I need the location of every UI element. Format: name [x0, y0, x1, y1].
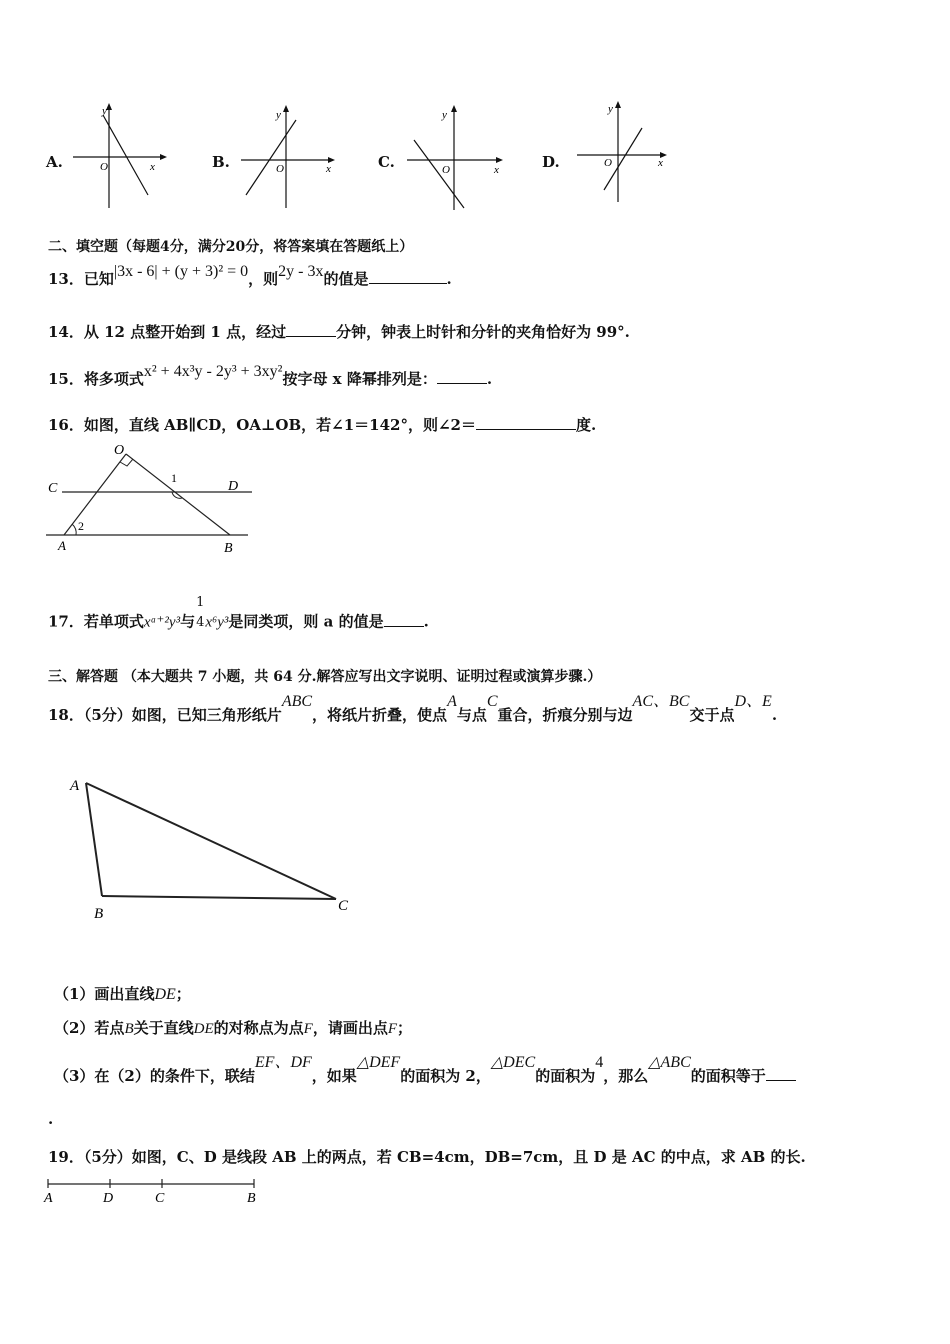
q13-prefix: 13．已知 [48, 270, 114, 288]
q18-2-prefix: （2）若点 [54, 1019, 125, 1037]
point-a-label: A [44, 1191, 53, 1206]
y-axis-label: y [276, 109, 281, 121]
q18-text-6: . [771, 706, 778, 724]
figure-16 [40, 440, 260, 560]
option-a-graph [68, 100, 168, 210]
q18-2-f2: F [387, 1021, 397, 1037]
q18-3-dec: △DEC [490, 1054, 536, 1071]
q18-2-de: DE [193, 1021, 214, 1037]
q17-suffix: 是同类项，则 a 的值是 [228, 612, 384, 631]
question-19: 19．（5分）如图，C、D 是线段 AB 上的两点，若 CB=4cm，DB=7cm，且 D 是 AC 的中点，求 AB 的长. [48, 1148, 806, 1166]
x-axis-label: x [494, 164, 499, 176]
q15-expression: x² + 4x³y - 2y³ + 3xy² [143, 363, 283, 380]
option-a-label: A. [46, 153, 63, 171]
q18-1-prefix: （1）画出直线 [54, 985, 155, 1003]
q18-3-four: 4 [595, 1054, 604, 1071]
y-axis-label: y [608, 103, 613, 115]
q13-expression-2: 2y - 3x [278, 263, 324, 280]
q13-end: . [446, 270, 452, 288]
option-d-graph [572, 98, 672, 206]
q18-2-b: B [124, 1021, 134, 1037]
point-d-label: D [103, 1191, 114, 1206]
q18-point-a: A [447, 693, 457, 710]
section-2-title: 二、填空题（每题4分，满分20分，将答案填在答题纸上） [48, 239, 414, 255]
fraction-one-quarter [195, 596, 205, 629]
question-17 [48, 595, 429, 639]
q18-2-f: F [303, 1021, 313, 1037]
vertex-c-label: C [338, 898, 349, 914]
option-b-graph [236, 100, 340, 210]
q17-term-1: xᵃ⁺²y³ [143, 614, 181, 631]
fraction-denominator: 4 [196, 615, 205, 630]
angle-2-label: 2 [78, 519, 84, 533]
q18-sides: AC、BC [632, 693, 690, 710]
q15-end: . [486, 370, 493, 388]
point-b-label: B [247, 1191, 256, 1206]
answer-blank[interactable] [476, 415, 576, 430]
x-axis-label: x [150, 161, 155, 173]
q13-mid: ，则 [248, 270, 279, 288]
point-b-label: B [224, 541, 233, 556]
q18-3-end: . [48, 1110, 54, 1128]
answer-blank[interactable] [286, 322, 336, 337]
q18-2-mid3: ，请画出点 [312, 1019, 388, 1037]
question-18-3 [54, 1054, 796, 1086]
q16-prefix: 16．如图，直线 AB∥CD，OA⊥OB，若∠1＝142°，则∠2＝ [48, 416, 476, 434]
q17-with: 与 [180, 612, 196, 631]
q17-term-2: x⁶y³ [205, 614, 229, 631]
q18-abc: ABC [281, 693, 313, 710]
q17-end: . [423, 612, 429, 631]
option-b-label: B. [212, 153, 230, 171]
y-axis-label: y [442, 109, 447, 121]
point-a-label: A [58, 538, 66, 553]
q16-suffix: 度. [575, 416, 597, 434]
x-axis-label: x [326, 163, 331, 175]
q18-3-mid: ，如果 [311, 1067, 357, 1085]
q18-2-mid2: 的对称点为点 [213, 1019, 304, 1037]
answer-blank[interactable] [766, 1066, 796, 1081]
q18-3-efdf: EF、DF [254, 1054, 312, 1071]
q18-3-mid2: 的面积为 2， [400, 1067, 491, 1085]
question-16 [48, 414, 596, 435]
q18-3-prefix: （3）在（2）的条件下，联结 [54, 1067, 255, 1085]
q18-1-suffix: ； [175, 985, 191, 1003]
q18-2-mid: 关于直线 [133, 1019, 194, 1037]
q18-text-2: ，将纸片折叠，使点 [312, 706, 448, 724]
origin-label: O [276, 163, 284, 175]
q14-suffix: 分钟，钟表上时针和分针的夹角恰好为 99°. [336, 323, 630, 341]
question-15 [48, 363, 493, 389]
origin-label: O [604, 157, 612, 169]
q18-text-4: 重合，折痕分别与边 [497, 706, 633, 724]
origin-label: O [442, 164, 450, 176]
q18-point-c: C [486, 693, 498, 710]
option-c-label: C. [378, 153, 395, 171]
section-3-title: 三、解答题 （本大题共 7 小题，共 64 分.解答应写出文字说明、证明过程或演算步骤.） [48, 669, 602, 685]
option-c-graph [402, 100, 506, 212]
option-d-label: D. [542, 153, 560, 171]
origin-label: O [100, 161, 108, 173]
question-13 [48, 263, 452, 289]
q13-suffix: 的值是 [323, 270, 369, 288]
q18-3-def: △DEF [356, 1054, 401, 1071]
q18-1-de: DE [154, 986, 176, 1003]
x-axis-label: x [658, 157, 663, 169]
point-c-label: C [155, 1191, 165, 1206]
q18-3-suffix: 的面积等于 [690, 1067, 766, 1085]
q18-points-de: D、E [734, 693, 772, 710]
answer-blank[interactable] [437, 369, 487, 384]
angle-1-label: 1 [171, 471, 177, 485]
question-14 [48, 321, 630, 342]
figure-19-segment [40, 1175, 270, 1215]
point-o-label: O [114, 443, 125, 458]
q18-3-mid4: ，那么 [603, 1067, 649, 1085]
q15-prefix: 15．将多项式 [48, 370, 144, 388]
vertex-a-label: A [70, 778, 80, 794]
q18-2-suffix: ； [397, 1019, 413, 1037]
vertex-b-label: B [94, 906, 104, 922]
question-18-2 [54, 1017, 412, 1038]
point-d-label: D [228, 479, 239, 494]
question-18-1 [54, 983, 191, 1004]
q13-expression: |3x - 6| + (y + 3)² = 0 [113, 263, 249, 280]
y-axis-label: y [102, 105, 107, 117]
fraction-numerator: 1 [195, 596, 205, 614]
q18-text-5: 交于点 [689, 706, 735, 724]
q18-3-mid3: 的面积为 [535, 1067, 596, 1085]
question-18 [48, 693, 778, 725]
answer-blank[interactable] [384, 612, 424, 627]
answer-blank[interactable] [369, 269, 447, 284]
q14-prefix: 14．从 12 点整开始到 1 点，经过 [48, 323, 287, 341]
figure-18-triangle [60, 768, 360, 928]
q18-text-3: 与点 [456, 706, 487, 724]
q18-3-abc: △ABC [648, 1054, 691, 1071]
point-c-label: C [48, 481, 58, 496]
q18-text-1: 18．（5分）如图，已知三角形纸片 [48, 706, 282, 724]
q15-suffix: 按字母 x 降幂排列是： [282, 370, 437, 388]
q17-prefix: 17．若单项式 [48, 612, 144, 631]
